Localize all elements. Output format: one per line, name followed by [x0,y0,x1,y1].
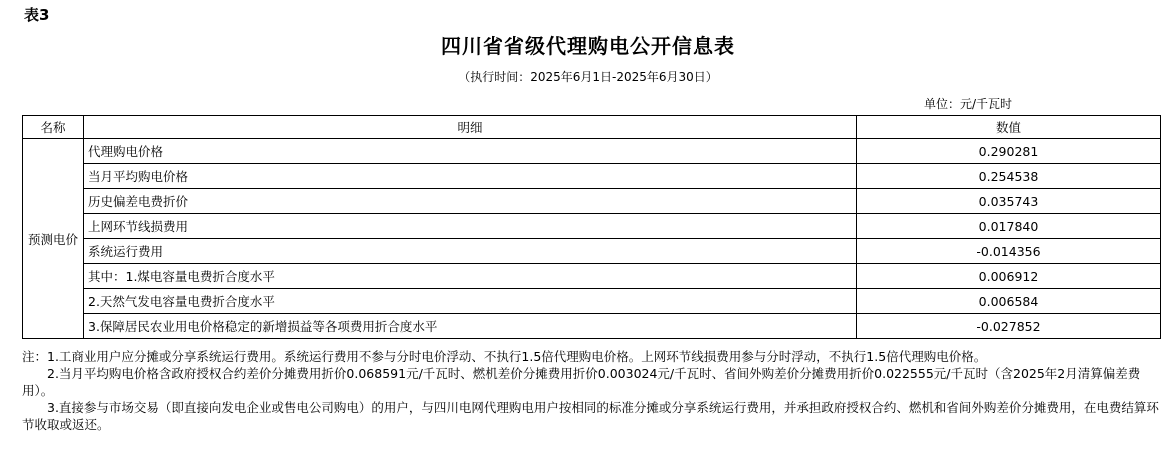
detail-cell: 历史偏差电费折价 [84,189,857,214]
value-cell: 0.017840 [857,214,1161,239]
note-2: 2.当月平均购电价格含政府授权合约差价分摊费用折价0.068591元/千瓦时、燃机差价分摊费用折价0.003024元/千瓦时、省间外购差价分摊费用折价0.022555元/千瓦时（含2025年2月清算偏差费用）。 [22,366,1141,398]
table-label: 表3 [24,6,50,24]
execution-period: （执行时间：2025年6月1日-2025年6月30日） [458,70,718,84]
note-1: 注：1.工商业用户应分摊或分享系统运行费用。系统运行费用不参与分时电价浮动、不执行1.5倍代理购电价格。上网环节线损费用参与分时浮动，不执行1.5倍代理购电价格。 [22,349,987,364]
detail-cell: 当月平均购电价格 [84,164,857,189]
value-cell: -0.014356 [857,239,1161,264]
header-value: 数值 [857,116,1161,139]
table-header-row [23,116,1161,139]
notes-section [22,348,1162,433]
detail-cell: 3.保障居民农业用电价格稳定的新增损益等各项费用折合度水平 [84,314,857,339]
detail-cell: 代理购电价格 [84,139,857,164]
table-row [23,239,1161,264]
table-row [23,264,1161,289]
note-3: 3.直接参与市场交易（即直接向发电企业或售电公司购电）的用户，与四川电网代理购电用户按相同的标准分摊或分享系统运行费用，并承担政府授权合约、燃机和省间外购差价分摊费用，在电费结算环节收取或返还。 [22,400,1159,432]
table-row [23,139,1161,164]
table-row [23,189,1161,214]
table-row [23,314,1161,339]
value-cell: -0.027852 [857,314,1161,339]
header-name: 名称 [23,116,84,139]
detail-cell: 上网环节线损费用 [84,214,857,239]
detail-cell: 系统运行费用 [84,239,857,264]
table-row [23,289,1161,314]
table-row [23,214,1161,239]
table-row [23,164,1161,189]
value-cell: 0.254538 [857,164,1161,189]
page-title: 四川省省级代理购电公开信息表 [441,34,735,58]
price-info-table [22,115,1161,339]
value-cell: 0.290281 [857,139,1161,164]
detail-cell: 其中：1.煤电容量电费折合度水平 [84,264,857,289]
value-cell: 0.035743 [857,189,1161,214]
detail-cell: 2.天然气发电容量电费折合度水平 [84,289,857,314]
group-name-cell: 预测电价 [23,139,84,339]
header-detail: 明细 [84,116,857,139]
value-cell: 0.006912 [857,264,1161,289]
unit-label: 单位：元/千瓦时 [924,97,1013,111]
value-cell: 0.006584 [857,289,1161,314]
